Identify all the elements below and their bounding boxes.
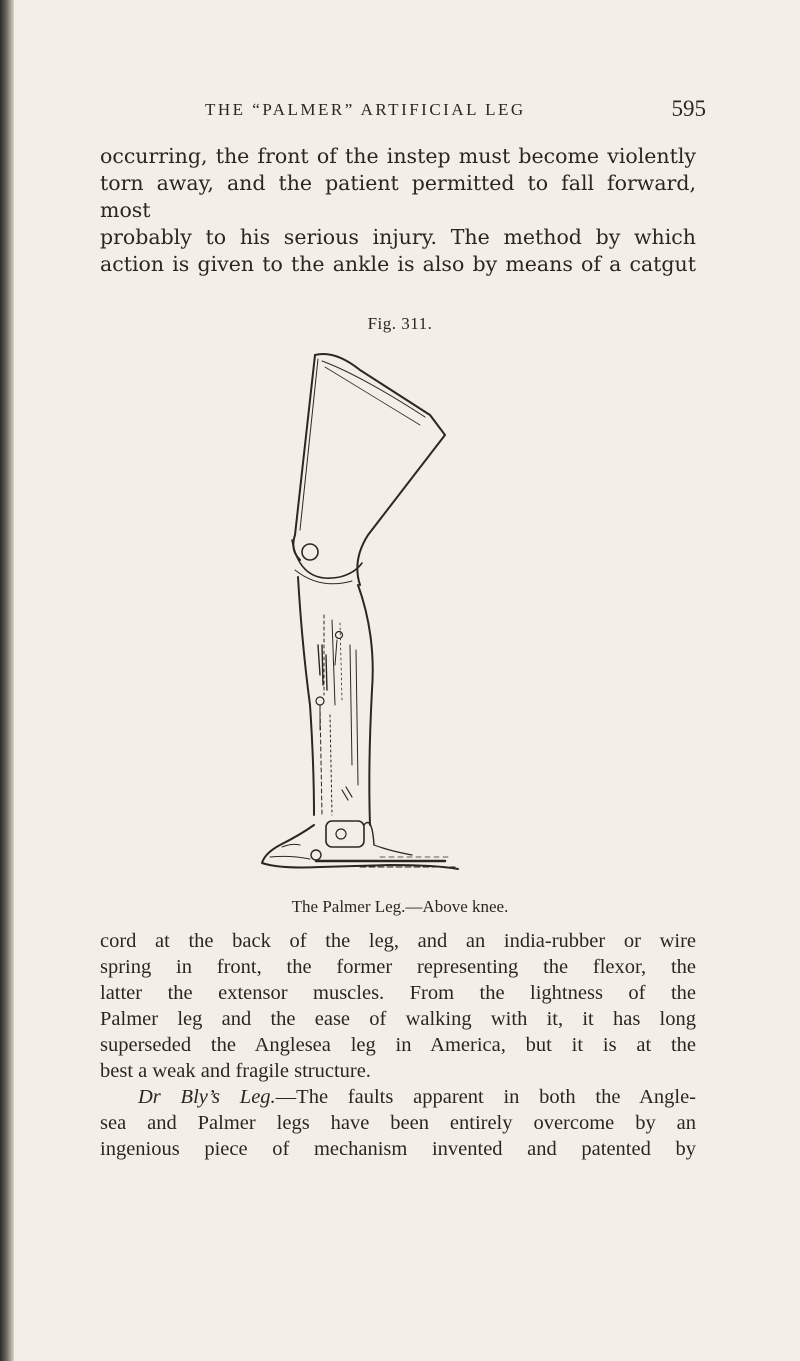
text-line: cord at the back of the leg, and an india-rubber or wire: [100, 930, 696, 952]
text-line: probably to his serious injury. The method by which: [100, 225, 696, 249]
text-line: sea and Palmer legs have been entirely overcome by an: [100, 1112, 696, 1134]
text-line: [100, 1084, 696, 1110]
text-line: latter the extensor muscles. From the lightness of the: [100, 982, 696, 1004]
page-number: 595: [671, 96, 706, 121]
page-header: [205, 96, 706, 130]
text-line: spring in front, the former representing the flexor, the: [100, 956, 696, 978]
text-line: torn away, and the patient permitted to fall forward, most: [100, 171, 696, 222]
running-title: THE “PALMER” ARTIFICIAL LEG: [205, 100, 526, 119]
text-fragment: —The faults apparent in both the Angle-: [275, 1086, 696, 1108]
text-line: Palmer leg and the ease of walking with it, it has long: [100, 1008, 696, 1030]
section-heading: Dr Bly’s Leg.: [138, 1086, 276, 1108]
book-binding-edge: [0, 0, 14, 1361]
text-line: action is given to the ankle is also by means of a catgut: [100, 252, 696, 276]
paragraph-top: [100, 143, 696, 278]
text-line: superseded the Anglesea leg in America, but it is at the: [100, 1034, 696, 1056]
figure-caption: The Palmer Leg.—Above knee.: [291, 897, 509, 916]
figure-label: Fig. 311.: [367, 314, 433, 333]
text-line: occurring, the front of the instep must become violently: [100, 144, 696, 168]
paragraph-middle: [100, 928, 696, 1084]
palmer-leg-illustration: [240, 345, 470, 885]
paragraph-bottom: [100, 1084, 696, 1162]
text-line: best a weak and fragile structure.: [100, 1060, 371, 1082]
text-line: ingenious piece of mechanism invented and patented by: [100, 1138, 696, 1160]
